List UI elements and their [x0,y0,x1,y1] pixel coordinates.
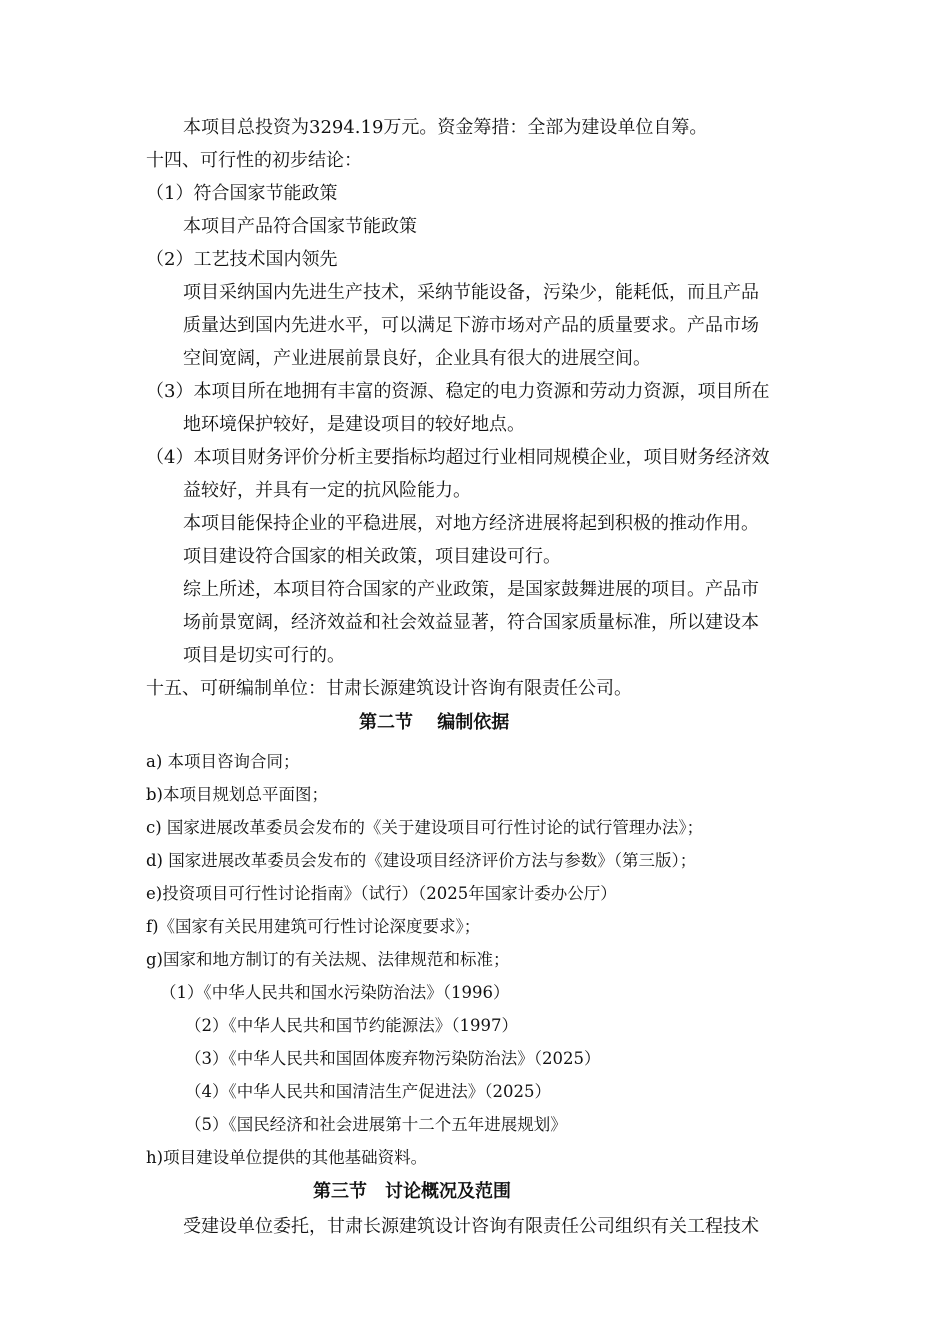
law-item-2: （2）《中华人民共和国节约能源法》（1997） [185,1016,518,1035]
summary-line-3: 项目是切实可行的。 [183,645,345,666]
investment-line: 本项目总投资为3294.19万元。资金筹措：全部为建设单位自筹。 [183,117,708,138]
conclusion-2-title: （2）工艺技术国内领先 [146,249,338,270]
section-3-heading: 第三节 讨论概况及范围 [313,1181,511,1202]
basis-item-d: d) 国家进展改革委员会发布的《建设项目经济评价方法与参数》（第三版）； [146,851,697,870]
summary-line-2: 场前景宽阔，经济效益和社会效益显著，符合国家质量标准，所以建设本 [183,612,759,633]
basis-item-a: a) 本项目咨询合同； [146,752,300,771]
basis-item-e: e)投资项目可行性讨论指南》（试行）（2025年国家计委办公厅） [146,884,617,903]
law-item-5: （5）《国民经济和社会进展第十二个五年进展规划》 [185,1115,567,1134]
section-14-title: 十四、可行性的初步结论： [146,150,362,171]
conclusion-3-line-2: 地环境保护较好，是建设项目的较好地点。 [183,414,525,435]
paragraph-a: 本项目能保持企业的平稳进展，对地方经济进展将起到积极的推动作用。 [183,513,759,534]
conclusion-2-line-1: 项目采纳国内先进生产技术，采纳节能设备，污染少，能耗低，而且产品 [183,282,759,303]
paragraph-b: 项目建设符合国家的相关政策，项目建设可行。 [183,546,561,567]
basis-item-f: f)《国家有关民用建筑可行性讨论深度要求》； [146,917,481,936]
conclusion-3-line-1: （3）本项目所在地拥有丰富的资源、稳定的电力资源和劳动力资源，项目所在 [146,381,770,402]
conclusion-4-line-1: （4）本项目财务评价分析主要指标均超过行业相同规模企业，项目财务经济效 [146,447,770,468]
section-15-line: 十五、可研编制单位：甘肃长源建筑设计咨询有限责任公司。 [146,678,632,699]
basis-item-h: h)项目建设单位提供的其他基础资料。 [146,1148,428,1167]
basis-item-g: g)国家和地方制订的有关法规、法律规范和标准； [146,950,510,969]
conclusion-4-line-2: 益较好，并具有一定的抗风险能力。 [183,480,471,501]
conclusion-2-line-2: 质量达到国内先进水平，可以满足下游市场对产品的质量要求。产品市场 [183,315,759,336]
law-item-4: （4）《中华人民共和国清洁生产促进法》（2025） [185,1082,551,1101]
section-2-heading: 第二节 编制依据 [359,712,510,733]
conclusion-1-text: 本项目产品符合国家节能政策 [183,216,417,237]
law-item-1: （1）《中华人民共和国水污染防治法》（1996） [160,983,510,1002]
conclusion-2-line-3: 空间宽阔，产业进展前景良好，企业具有很大的进展空间。 [183,348,651,369]
section-3-text: 受建设单位委托，甘肃长源建筑设计咨询有限责任公司组织有关工程技术 [183,1216,759,1237]
law-item-3: （3）《中华人民共和国固体废弃物污染防治法》（2025） [185,1049,601,1068]
basis-item-c: c) 国家进展改革委员会发布的《关于建设项目可行性讨论的试行管理办法》； [146,818,704,837]
basis-item-b: b)本项目规划总平面图； [146,785,328,804]
conclusion-1-title: （1）符合国家节能政策 [146,183,338,204]
summary-line-1: 综上所述，本项目符合国家的产业政策，是国家鼓舞进展的项目。产品市 [183,579,759,600]
